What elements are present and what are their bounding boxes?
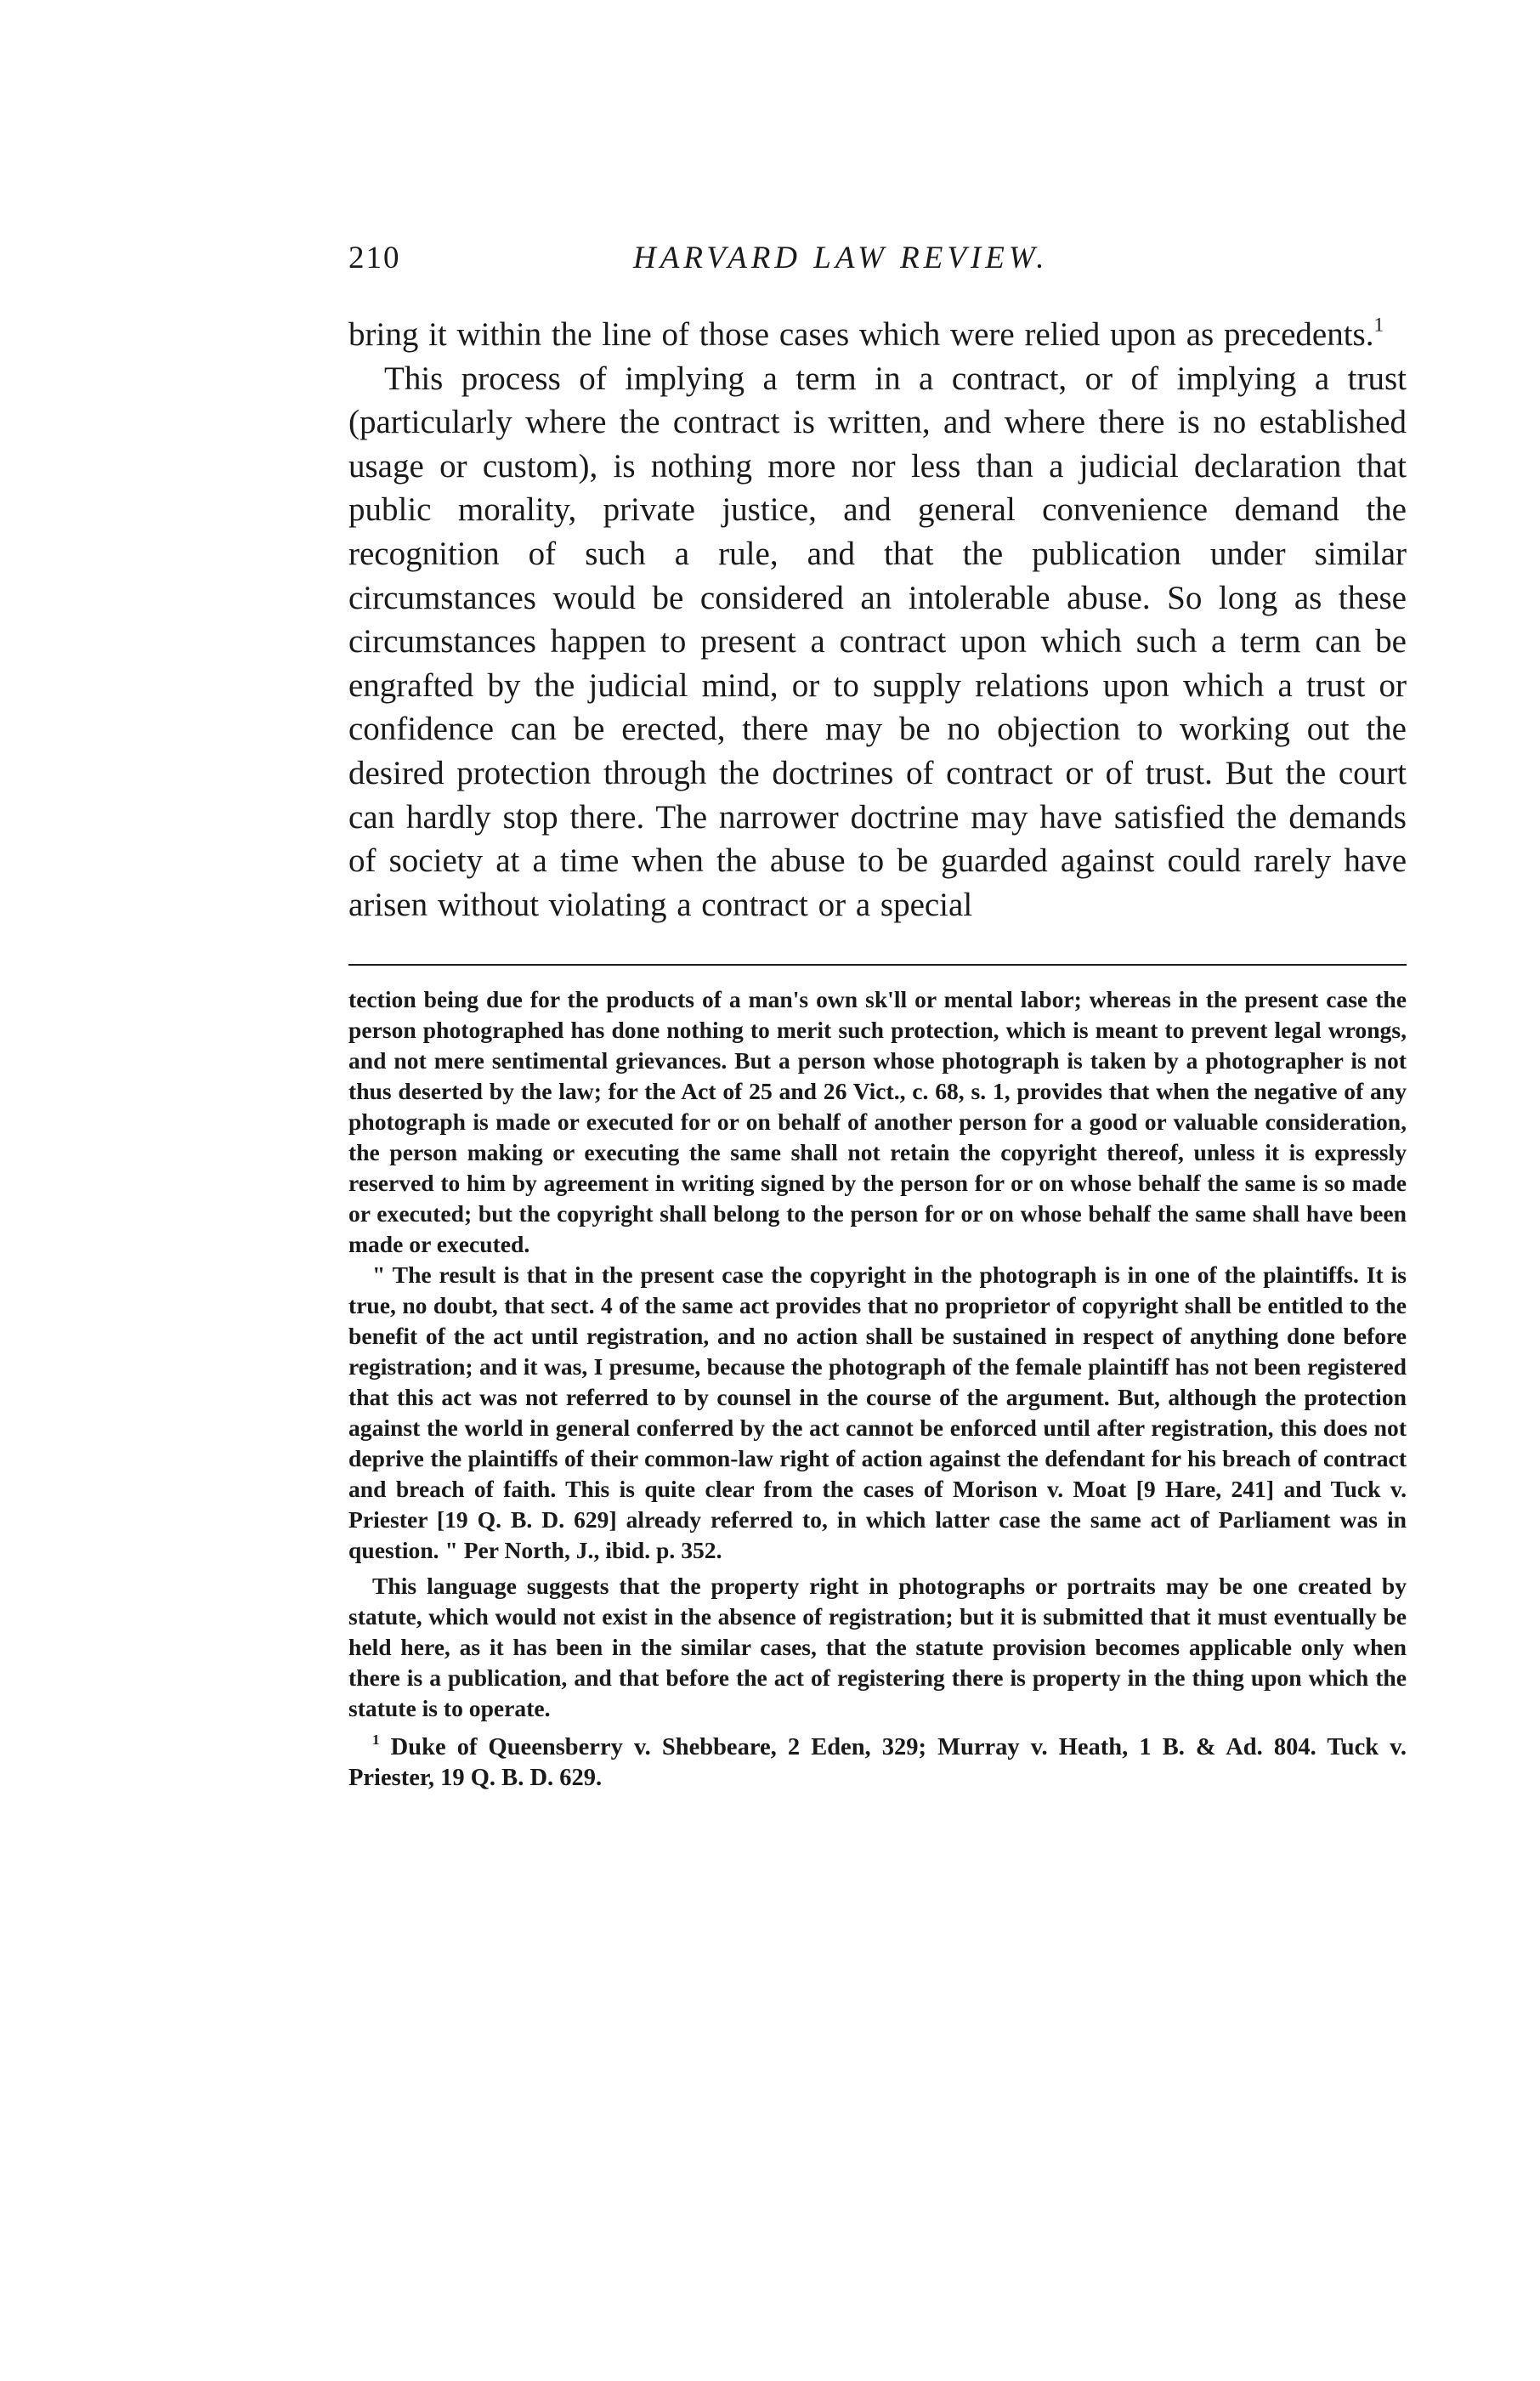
journal-title: HARVARD LAW REVIEW.	[633, 241, 1049, 275]
paragraph-1-text: bring it within the line of those cases which were relied upon as precedents.	[348, 316, 1374, 353]
paragraph-1	[348, 313, 1407, 357]
page	[348, 230, 1407, 1794]
footnote-1-text: Duke of Queensberry v. Shebbeare, 2 Eden, 329; Murray v. Heath, 1 B. & Ad. 804. Tuck v. Priester, 19 Q. B. D. 629.	[348, 1734, 1407, 1792]
footnote-quotation: " The result is that in the present case the copyright in the photograph is in one of the plaintiffs. It is true, no doubt, that sect. 4 of the same act provides that no proprietor of copyright shall be entitled to the benefit of the act until registration, and no action shall be sustained in respect of anything done before registration; and it was, I presume, because the photograph of the female plaintiff has not been registered that this act was not referred to by counsel in the course of the argument. But, although the protection against the world in general conferred by the act cannot be enforced until after registration, this does not deprive the plaintiffs of their common-law right of action against the defendant for his breach of contract and breach of faith. This is quite clear from the cases of Morison v. Moat [9 Hare, 241] and Tuck v. Priester [19 Q. B. D. 629] already referred to, in which latter case the same act of Parliament was in question. " Per North, J., ibid. p. 352.	[348, 1261, 1407, 1564]
main-text	[348, 313, 1407, 927]
footnote-marker-1: 1	[1373, 314, 1384, 337]
footnote-1-marker: 1	[372, 1732, 380, 1749]
footnote-1	[348, 1732, 1407, 1794]
running-head	[348, 230, 1407, 281]
footnote-commentary: This language suggests that the property right in photographs or portraits may be one created by statute, which would not exist in the absence of registration; but it is submitted that it must eventually be held here, as it has been in the similar cases, that the statute provision becomes applicable only when there is a publication, and that before the act of registering there is property in the thing upon which the statute is to operate.	[348, 1573, 1407, 1722]
footnote-continuation: tection being due for the products of a man's own sk'll or mental labor; whereas in the present case the person photographed has done nothing to merit such protection, which is meant to prevent legal wrongs, and not mere sentimental grievances. But a person whose photograph is taken by a photographer is not thus deserted by the law; for the Act of 25 and 26 Vict., c. 68, s. 1, provides that when the negative of any photograph is made or executed for or on behalf of another person for a good or valuable consideration, the person making or executing the same shall not retain the copyright thereof, unless it is expressly reserved to him by agreement in writing signed by the person for or on whose behalf the same is so made or executed; but the copyright shall belong to the person for or on whose behalf the same shall have been made or executed.	[348, 986, 1407, 1258]
footnotes	[348, 984, 1407, 1794]
paragraph-2: This process of implying a term in a contract, or of implying a trust (particularly where the contract is written, and where there is no established usage or custom), is nothing more nor less than a judicial declaration that public morality, private justice, and general convenience demand the recognition of such a rule, and that the publication under similar circumstances would be considered an intolerable abuse. So long as these circumstances happen to present a contract upon which such a term can be engrafted by the judicial mind, or to supply relations upon which a trust or confidence can be erected, there may be no objection to working out the desired protection through the doctrines of contract or of trust. But the court can hardly stop there. The narrower doctrine may have satisfied the demands of society at a time when the abuse to be guarded against could rarely have arisen without violating a contract or a special	[348, 360, 1407, 923]
page-number: 210	[348, 241, 401, 275]
footnote-divider	[348, 964, 1407, 966]
